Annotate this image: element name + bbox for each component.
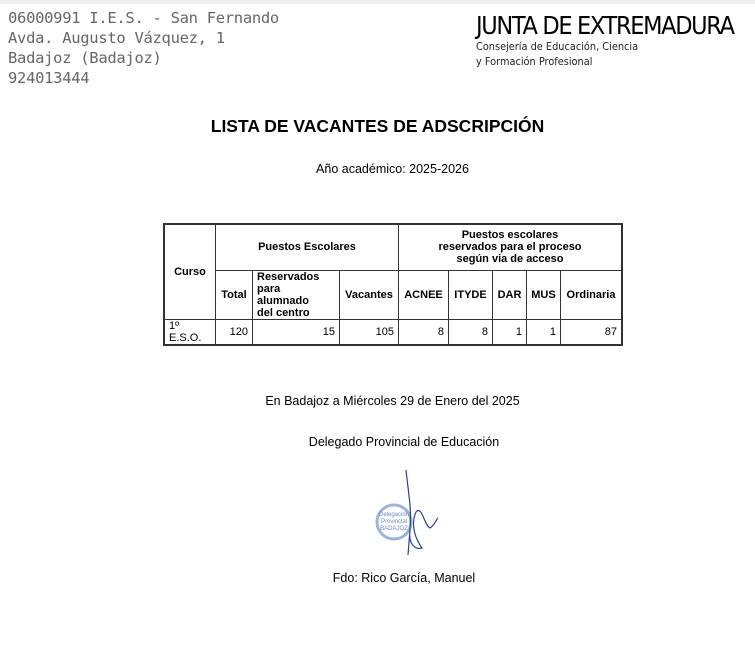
logo-subtitle: y Formación Profesional [476,56,593,68]
header-reservados-acceso [399,224,623,270]
header-line: Reservados [257,270,320,283]
header-line: reservados para el proceso [438,241,582,254]
top-border [0,0,755,4]
col-ordinaria: Ordinaria [561,270,623,319]
col-ityde: ITYDE [449,270,493,319]
cell-mus: 1 [527,319,561,345]
col-vacantes: Vacantes [340,270,399,319]
address-line: Avda. Augusto Vázquez, 1 [8,29,225,47]
logo-subtitle: Consejería de Educación, Ciencia [476,41,639,53]
address-line: Badajoz (Badajoz) [8,49,162,67]
header-line: Puestos escolares [461,229,559,242]
col-mus: MUS [527,270,561,319]
signer-role: Delegado Provincial de Educación [308,435,500,449]
place-date: En Badajoz a Miércoles 29 de Enero del 2025 [265,394,520,408]
academic-year: Año académico: 2025-2026 [316,162,469,176]
header-line: para alumnado [257,282,309,307]
cell-ityde: 8 [449,319,493,345]
header-line: del centro [257,306,310,319]
svg-text:Delegación: Delegación [378,512,410,518]
address-line: 924013444 [8,69,90,87]
svg-text:BADAJOZ: BADAJOZ [380,526,408,532]
junta-logo [476,12,755,70]
signature-stamp [372,470,452,560]
document-title: LISTA DE VACANTES DE ADSCRIPCIÓN [210,116,545,136]
cell-vacantes: 105 [340,319,399,345]
cell-acnee: 8 [399,319,449,345]
vacancies-table [163,223,623,346]
cell-dar: 1 [493,319,527,345]
signer-name: Fdo: Rico García, Manuel [332,571,476,585]
signature-stroke [406,470,438,555]
school-address [8,8,279,88]
cell-ordinaria: 87 [561,319,623,345]
col-reservados [253,270,340,319]
logo-title: JUNTA DE EXTREMADURA [476,11,734,40]
header-line: según via de acceso [456,253,564,266]
svg-text:Provincial: Provincial [380,519,408,525]
table-row [164,319,622,345]
cell-curso: 1º E.S.O. [164,319,216,345]
cell-total: 120 [216,319,253,345]
col-acnee: ACNEE [399,270,449,319]
address-line: 06000991 I.E.S. - San Fernando [8,9,279,27]
col-dar: DAR [493,270,527,319]
header-puestos-escolares: Puestos Escolares [216,224,399,270]
header-curso: Curso [164,224,216,319]
col-total: Total [216,270,253,319]
cell-reservados: 15 [253,319,340,345]
